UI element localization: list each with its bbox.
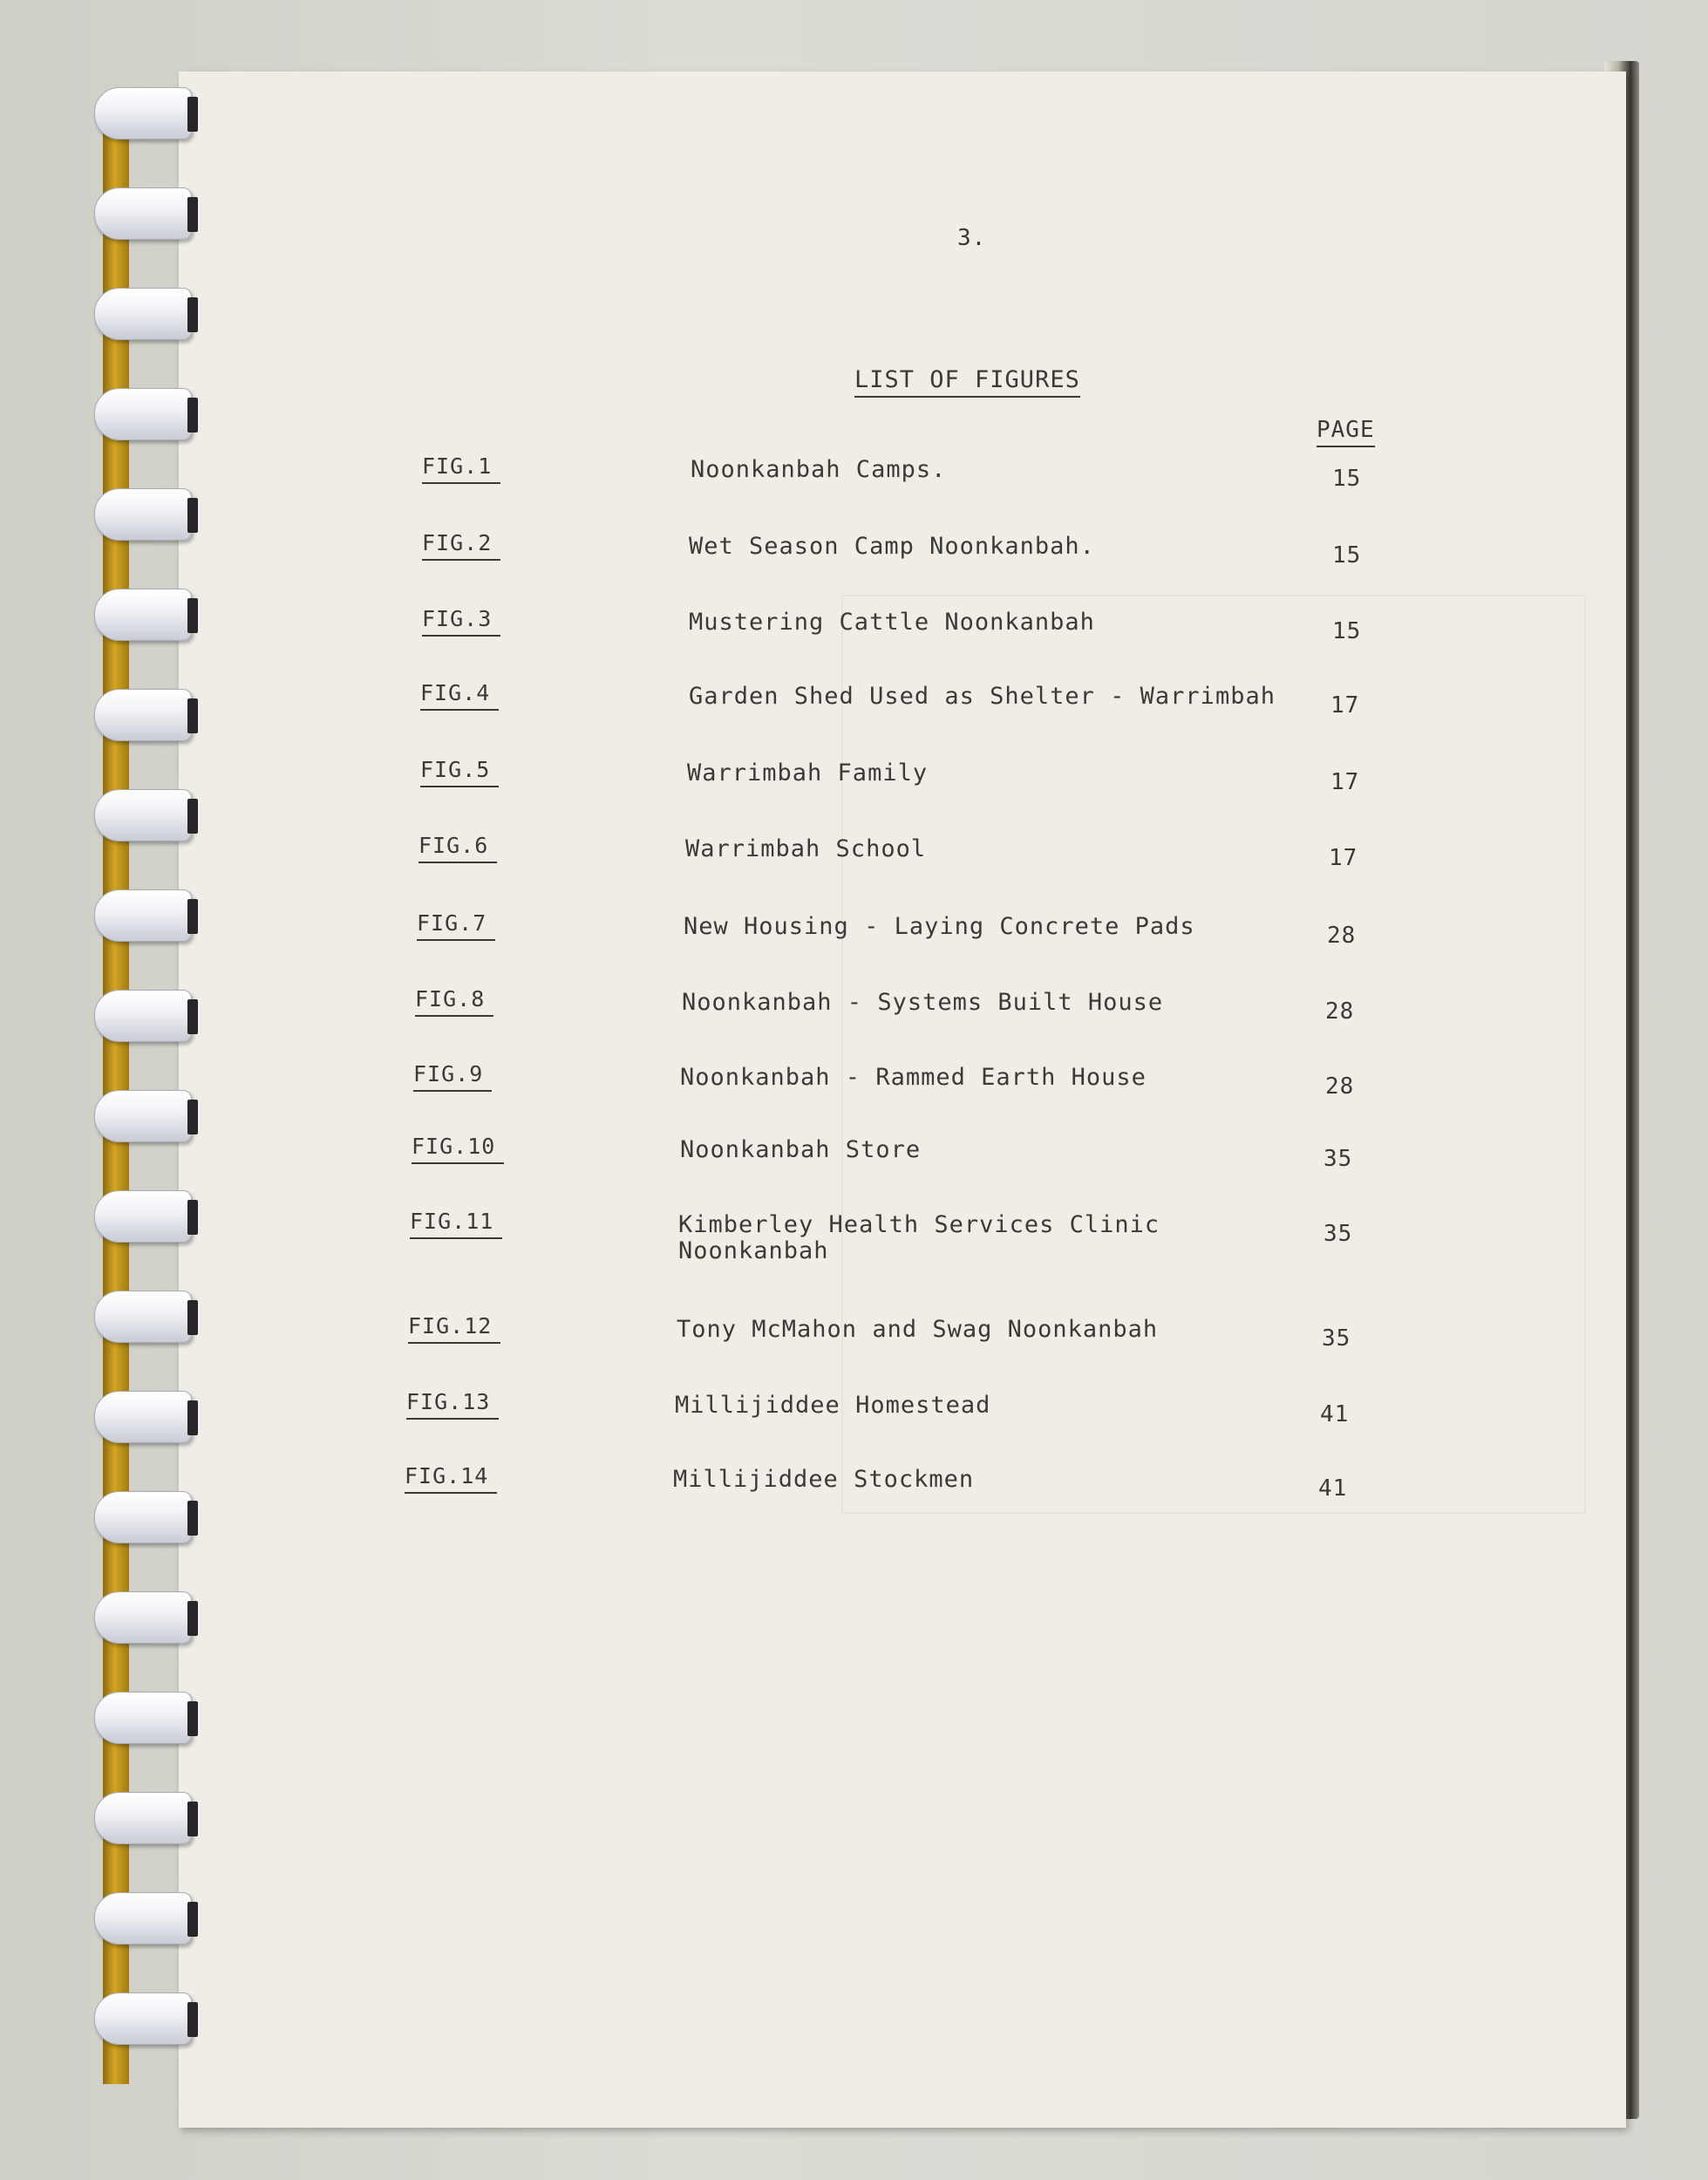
figure-title: Millijiddee Homestead (675, 1392, 991, 1419)
figure-page: 28 (1325, 1073, 1355, 1100)
figure-title: Noonkanbah Camps. (691, 456, 947, 483)
figure-label: FIG.7 (417, 910, 495, 941)
figure-title: Wet Season Camp Noonkanbah. (689, 533, 1095, 560)
figure-page: 35 (1322, 1325, 1351, 1352)
figure-page: 17 (1330, 769, 1360, 795)
figure-label: FIG.9 (413, 1061, 492, 1092)
figure-label: FIG.12 (408, 1313, 500, 1344)
figure-label: FIG.8 (415, 986, 493, 1017)
figure-title: Warrimbah School (685, 835, 927, 862)
binding-coil (94, 1090, 192, 1142)
binding-coil (94, 1692, 192, 1744)
figure-page: 15 (1332, 466, 1362, 492)
figure-title: Mustering Cattle Noonkanbah (689, 609, 1095, 636)
show-through-map (841, 595, 1586, 1514)
figure-label: FIG.11 (410, 1209, 502, 1239)
figure-label: FIG.10 (412, 1134, 504, 1164)
figure-page: 15 (1332, 618, 1362, 644)
figure-title: Warrimbah Family (687, 760, 929, 787)
figure-page: 35 (1324, 1221, 1353, 1247)
binding-coil (94, 187, 192, 240)
binding-coil (94, 87, 192, 140)
binding-coil (94, 589, 192, 641)
figure-title: Kimberley Health Services Clinic Noonkanbah (678, 1211, 1160, 1264)
binding-coil (94, 288, 192, 340)
figure-title: Noonkanbah Store (680, 1136, 922, 1163)
figure-title: Tony McMahon and Swag Noonkanbah (677, 1316, 1159, 1343)
figure-page: 17 (1329, 845, 1358, 871)
figure-label: FIG.6 (418, 833, 497, 863)
binding-coil (94, 990, 192, 1042)
binding-coil (94, 1792, 192, 1844)
binding-coil (94, 488, 192, 541)
binding-coil (94, 1591, 192, 1644)
figure-page: 15 (1332, 542, 1362, 569)
figure-title: New Housing - Laying Concrete Pads (684, 913, 1195, 940)
binding-coil (94, 1993, 192, 2045)
figure-title: Noonkanbah - Systems Built House (682, 989, 1164, 1016)
figure-label: FIG.1 (422, 453, 500, 484)
binding-coil (94, 1190, 192, 1243)
figure-label: FIG.5 (420, 757, 499, 787)
figure-title: Millijiddee Stockmen (673, 1466, 975, 1493)
figure-label: FIG.3 (422, 606, 500, 637)
figure-label: FIG.13 (406, 1389, 499, 1420)
figure-label: FIG.14 (405, 1463, 497, 1494)
binding-coil (94, 388, 192, 440)
figure-page: 41 (1318, 1475, 1348, 1502)
figure-label: FIG.2 (422, 530, 500, 561)
binding-coil (94, 1892, 192, 1945)
page-column-header: PAGE (1317, 417, 1375, 447)
page-number: 3. (957, 225, 987, 251)
binding-coil (94, 689, 192, 741)
figure-page: 41 (1320, 1401, 1350, 1427)
figure-label: FIG.4 (420, 680, 499, 711)
binding-coil (94, 1391, 192, 1443)
binding-coil (94, 789, 192, 841)
figure-page: 35 (1324, 1146, 1353, 1172)
figure-title: Noonkanbah - Rammed Earth House (680, 1064, 1147, 1091)
figure-page: 28 (1327, 923, 1357, 949)
figure-title: Garden Shed Used as Shelter - Warrimbah (689, 683, 1276, 710)
figure-page: 28 (1325, 998, 1355, 1025)
binding-coil (94, 1491, 192, 1543)
binding-coil (94, 1291, 192, 1343)
figure-page: 17 (1330, 692, 1360, 719)
binding-coil (94, 889, 192, 942)
list-title: LIST OF FIGURES (854, 366, 1080, 398)
